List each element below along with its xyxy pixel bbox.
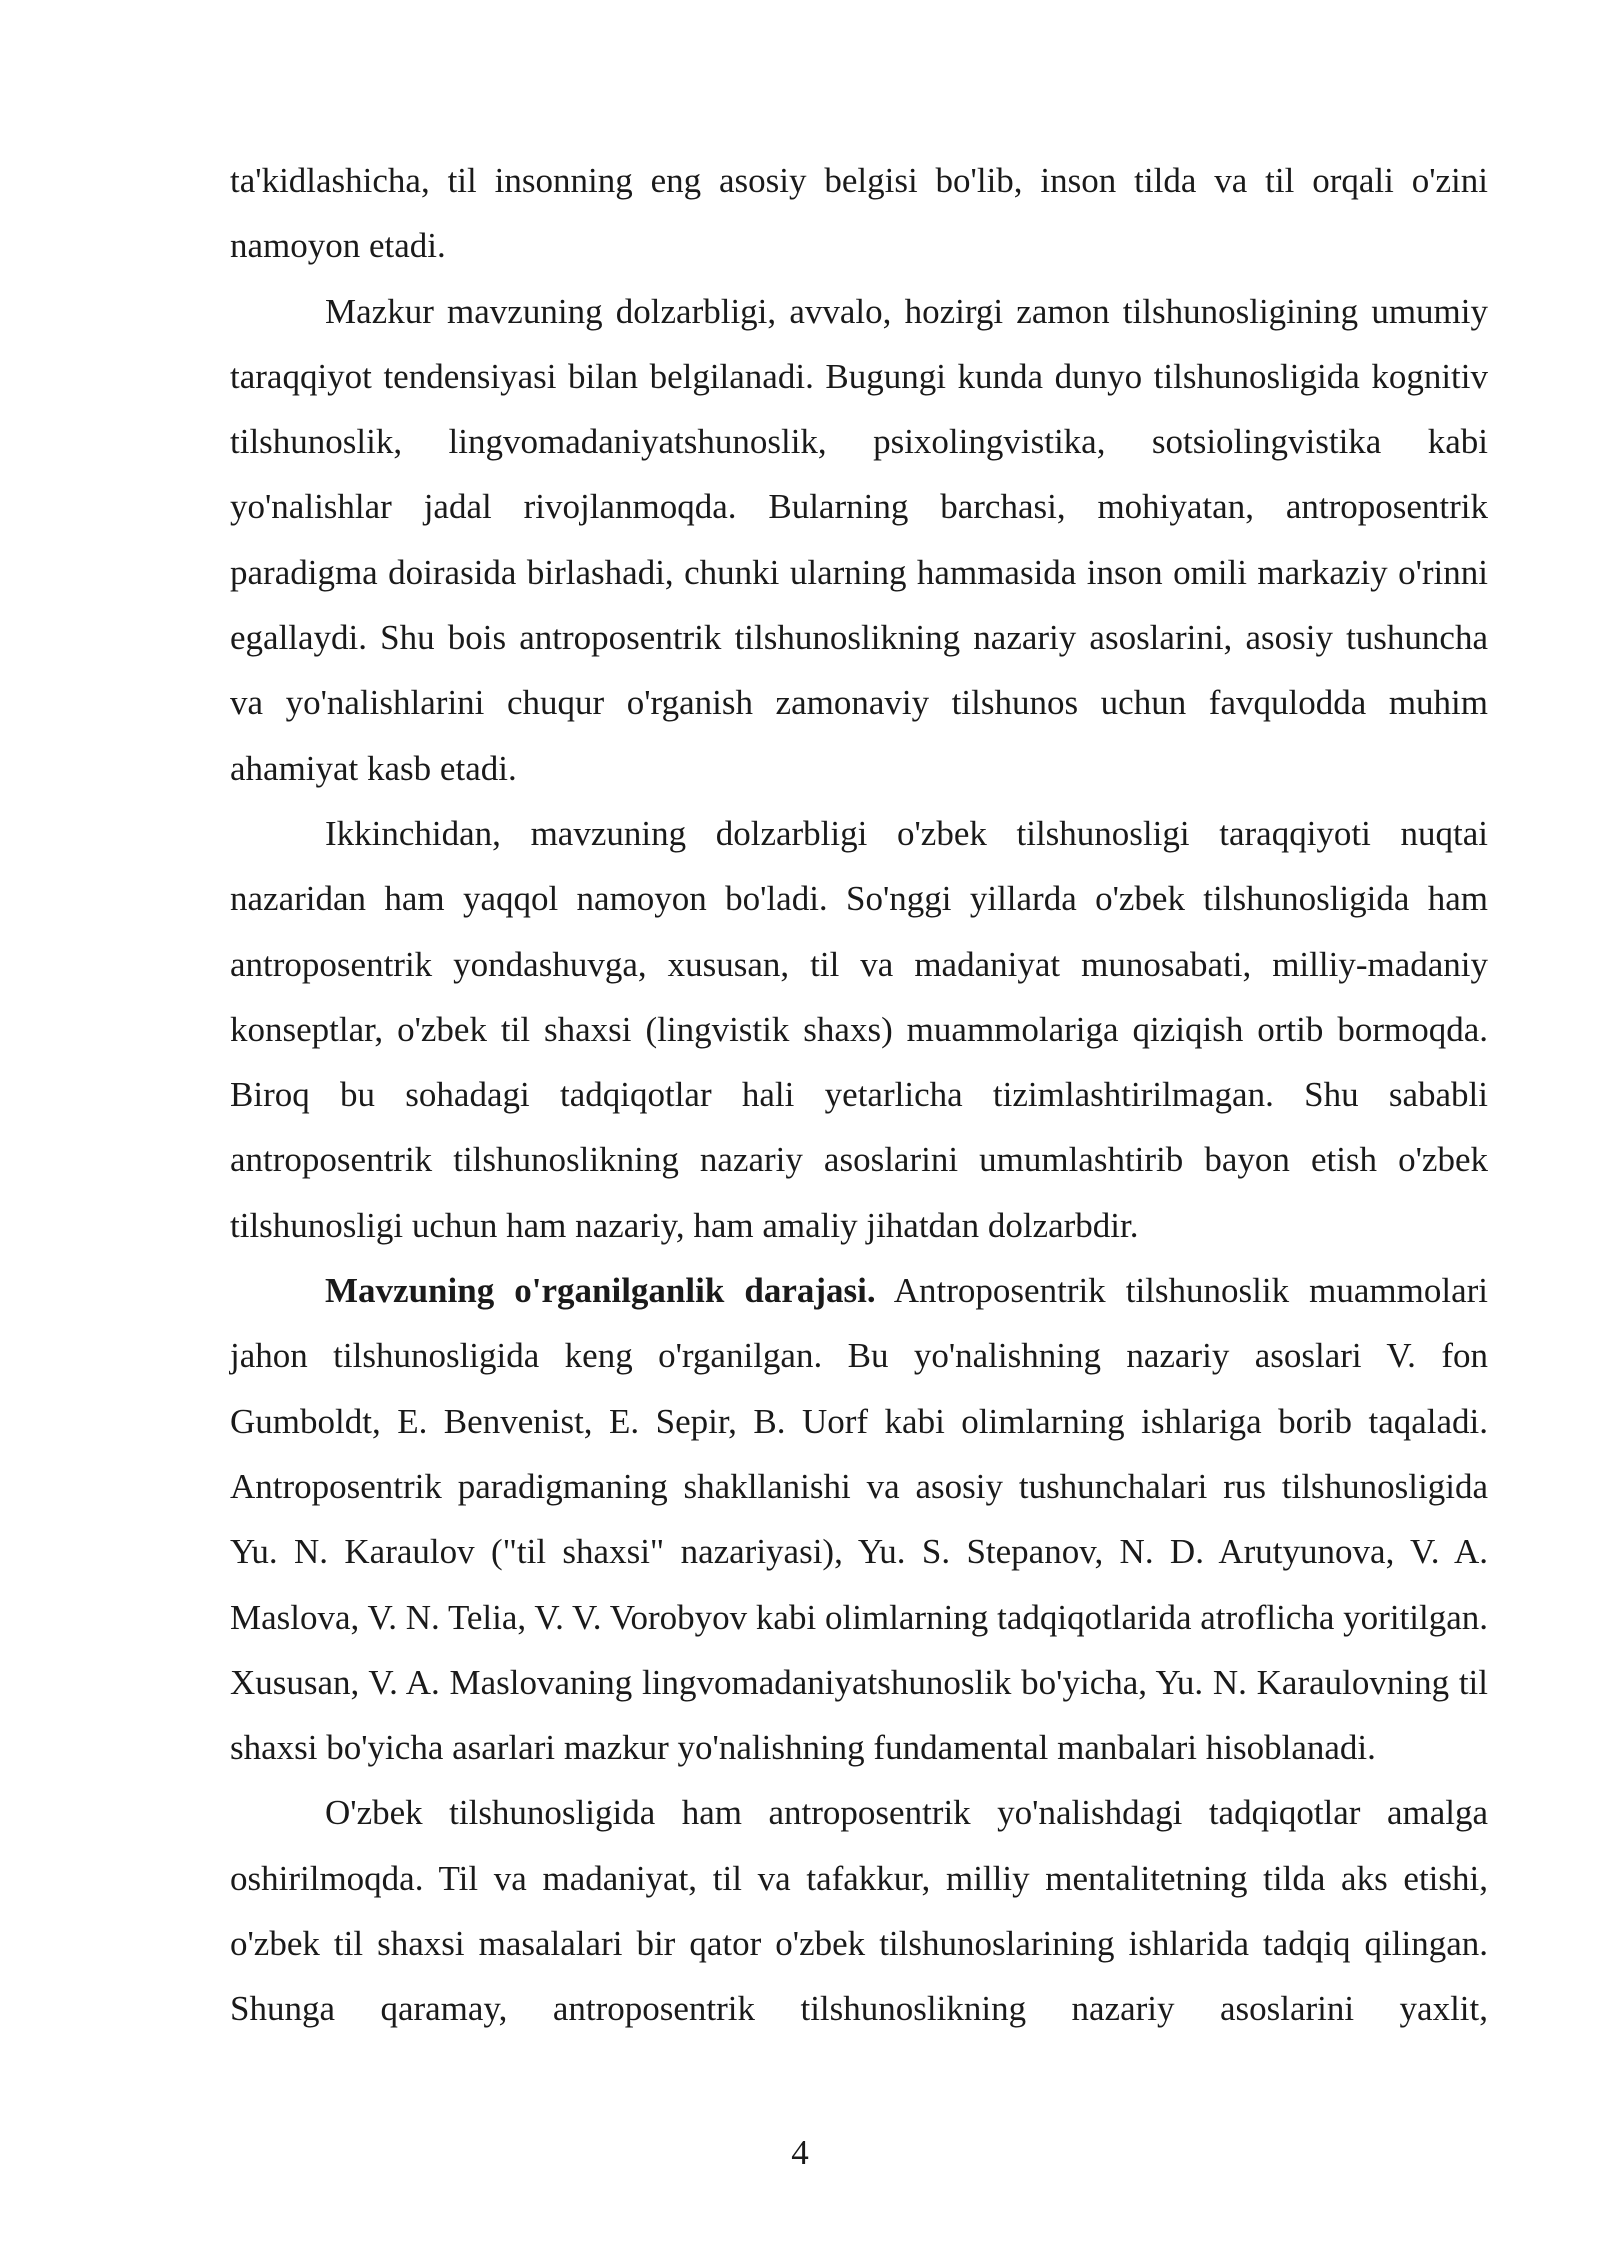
body-text <box>230 148 1488 2042</box>
section-heading: Mavzuning o'rganilganlik darajasi. <box>325 1271 876 1311</box>
paragraph-continuation: ta'kidlashicha, til insonning eng asosiy belgisi bo'lib, inson tilda va til orqali o'zini namoyon etadi. <box>230 161 1488 266</box>
paragraph-uzbek-research: O'zbek tilshunosligida ham antroposentrik yo'nalishdagi tadqiqotlar amalga oshirilmoqda. Til va madaniyat, til va tafakkur, milliy mentalitetning tilda aks etishi, o'zbek til shaxsi masalalari bir qator o'zbek tilshunoslarining ishlarida tadqiq qilingan. Shunga qaramay, antroposentrik tilshunoslikning nazariy asoslarini yaxlit, <box>230 1793 1488 2029</box>
paragraph-study-level <box>230 1258 1488 1780</box>
page-number: 4 <box>791 2133 809 2172</box>
paragraph-study-level-text: Antroposentrik tilshunoslik muammolari jahon tilshunosligida keng o'rganilgan. Bu yo'nalishning nazariy asoslari V. fon Gumboldt, E. Benvenist, E. Sepir, B. Uorf kabi olimlarning ishlariga borib taqaladi. Antroposentrik paradigmaning shakllanishi va asosiy tushunchalari rus tilshunosligida Yu. N. Karaulov ("til shaxsi" nazariyasi), Yu. S. Stepanov, N. D. Arutyunova, V. A. Maslova, V. N. Telia, V. V. Vorobyov kabi olimlarning tadqiqotlarida atroflicha yoritilgan. Xususan, V. A. Maslovaning lingvomadaniyatshunoslik bo'yicha, Yu. N. Karaulovning til shaxsi bo'yicha asarlari mazkur yo'nalishning fundamental manbalari hisoblanadi. <box>230 1271 1488 1768</box>
paragraph-uzbek-linguistics: Ikkinchidan, mavzuning dolzarbligi o'zbek tilshunosligi taraqqiyoti nuqtai nazaridan ham yaqqol namoyon bo'ladi. So'nggi yillarda o'zbek tilshunosligida ham antroposentrik yondashuvga, xususan, til va madaniyat munosabati, milliy-madaniy konseptlar, o'zbek til shaxsi (lingvistik shaxs) muammolariga qiziqish ortib bormoqda. Biroq bu sohadagi tadqiqotlar hali yetarlicha tizimlashtirilmagan. Shu sababli antroposentrik tilshunoslikning nazariy asoslarini umumlashtirib bayon etish o'zbek tilshunosligi uchun ham nazariy, ham amaliy jihatdan dolzarbdir. <box>230 813 1488 1245</box>
paragraph-relevance: Mazkur mavzuning dolzarbligi, avvalo, hozirgi zamon tilshunosligining umumiy taraqqiyot tendensiyasi bilan belgilanadi. Bugungi kunda dunyo tilshunosligida kognitiv tilshunoslik, lingvomadaniyatshunoslik, psixolingvistika, sotsiolingvistika kabi yo'nalishlar jadal rivojlanmoqda. Bularning barchasi, mohiyatan, antroposentrik paradigma doirasida birlashadi, chunki ularning hammasida inson omili markaziy o'rinni egallaydi. Shu bois antroposentrik tilshunoslikning nazariy asoslarini, asosiy tushuncha va yo'nalishlarini chuqur o'rganish zamonaviy tilshunos uchun favqulodda muhim ahamiyat kasb etadi. <box>230 291 1488 788</box>
